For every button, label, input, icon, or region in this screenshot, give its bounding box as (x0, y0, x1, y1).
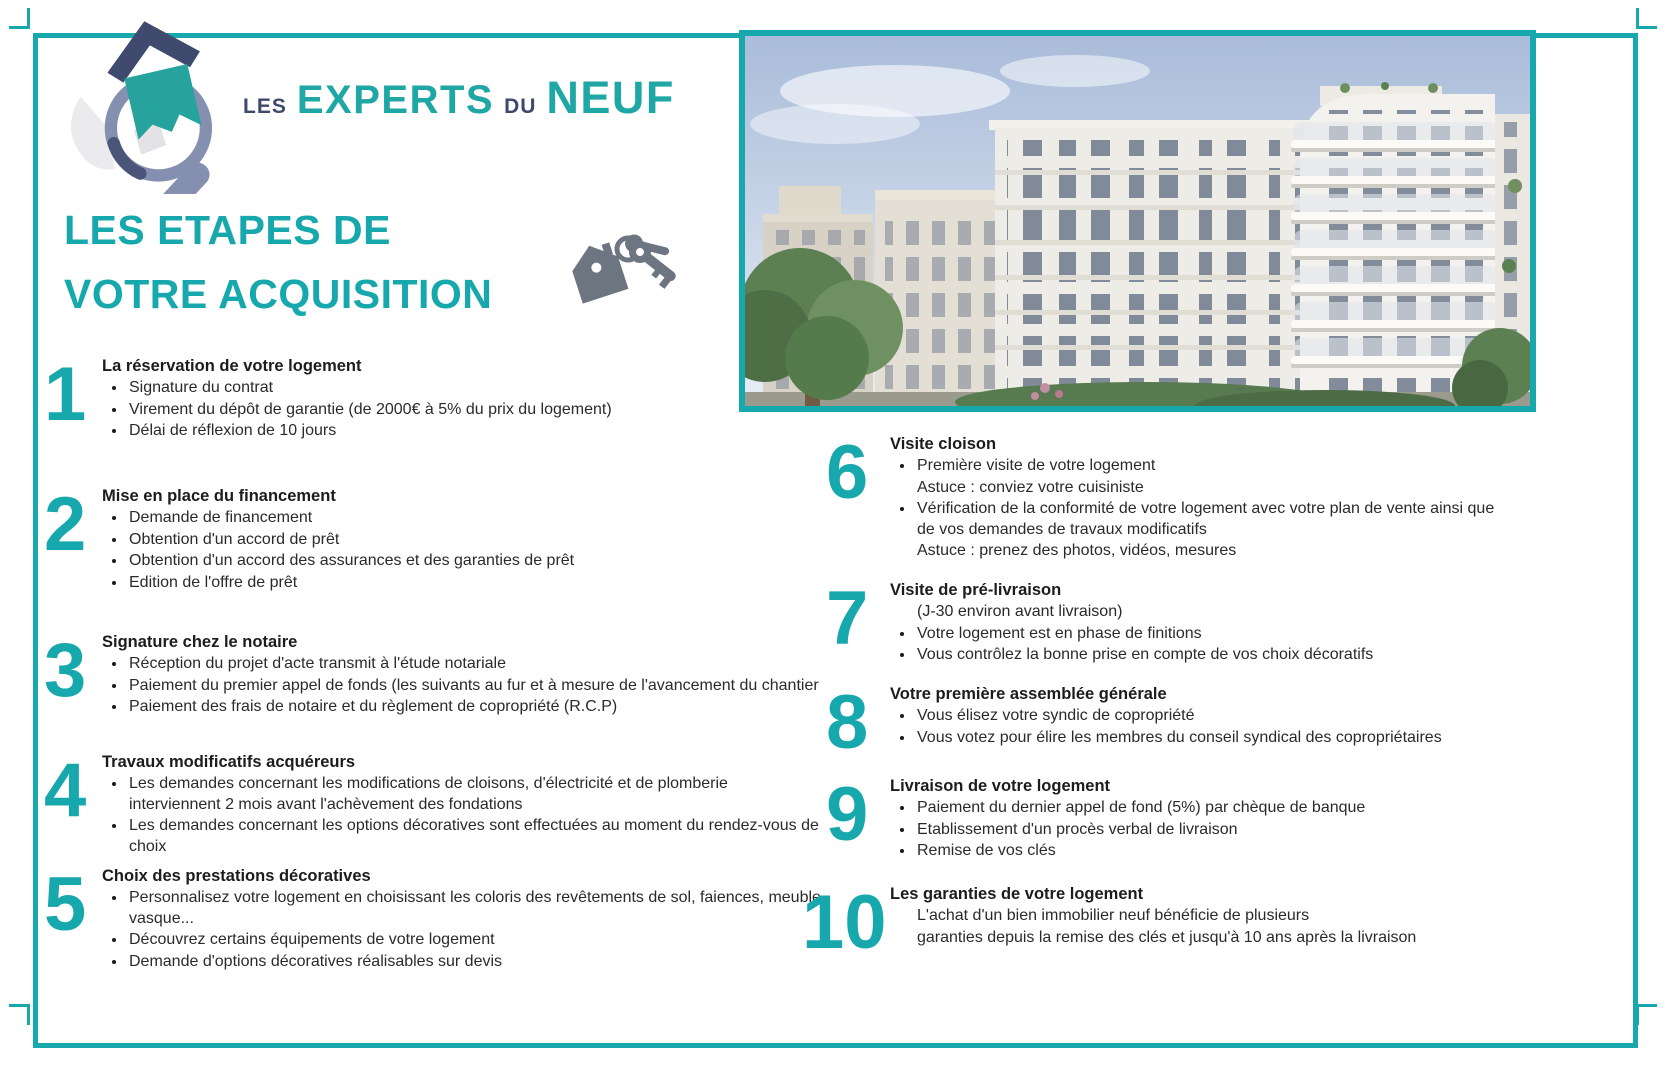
step-title: Mise en place du financement (102, 487, 336, 505)
step-1 (44, 348, 822, 443)
step-6 (826, 426, 1505, 563)
step-title: Visite cloison (890, 435, 997, 453)
step-number: 1 (44, 352, 87, 437)
corner-mark-top-right (1636, 8, 1657, 29)
corner-mark-top-left (9, 8, 30, 29)
step-item: • Remise de vos clés (915, 841, 1505, 862)
step-title: Visite de pré-livraison (890, 581, 1062, 599)
step-title: Livraison de votre logement (890, 777, 1111, 795)
step-number: 4 (44, 748, 87, 833)
step-number: 2 (44, 482, 87, 567)
step-2 (44, 478, 822, 594)
step-number: 8 (826, 680, 869, 765)
page-title-line-2: VOTRE ACQUISITION (64, 271, 493, 317)
step-4 (44, 744, 822, 858)
page-title (64, 198, 492, 326)
step-item: • Demande d'options décoratives réalisables sur devis (127, 952, 822, 973)
step-10 (802, 876, 1505, 965)
step-7 (826, 572, 1505, 667)
step-number: 3 (44, 628, 87, 713)
step-subitem: Astuce : conviez votre cuisiniste (917, 478, 1144, 496)
brand-word-les: LES (243, 95, 287, 118)
house-in-magnifier-icon (52, 4, 242, 194)
page-title-line-1: LES ETAPES DE (64, 207, 391, 253)
step-subitem: (J-30 environ avant livraison) (917, 603, 1123, 620)
step-item: • Demande de financement (127, 508, 822, 529)
step-9 (826, 768, 1505, 863)
corner-mark-bottom-right (1636, 1004, 1657, 1025)
step-number: 6 (826, 430, 869, 515)
step-item: • Vous élisez votre syndic de copropriété (915, 706, 1505, 727)
step-item: • Virement du dépôt de garantie (de 2000€ à 5% du prix du logement) (127, 400, 822, 421)
step-subitem: L'achat d'un bien immobilier neuf bénéficie de plusieurs (917, 907, 1310, 924)
step-3 (44, 624, 822, 719)
step-item: • Réception du projet d'acte transmit à l'étude notariale (127, 654, 822, 675)
step-item: • Paiement des frais de notaire et du règlement de copropriété (R.C.P) (127, 697, 822, 718)
step-5 (44, 858, 822, 973)
step-item: • Etablissement d'un procès verbal de livraison (915, 820, 1505, 841)
corner-mark-bottom-left (9, 1004, 30, 1025)
step-item: • Vérification de la conformité de votre logement avec votre plan de vente ainsi que de vos demandes de travaux modificatifs (915, 499, 1505, 540)
step-item: • Vous contrôlez la bonne prise en compte de vos choix décoratifs (915, 645, 1505, 666)
house-keychain-keys-icon (558, 218, 688, 313)
building-render (745, 36, 1530, 406)
step-number: 10 (802, 880, 887, 965)
step-item: • Edition de l'offre de prêt (127, 573, 822, 594)
step-item: • Première visite de votre logement (915, 456, 1505, 477)
apartment-building-photo (739, 30, 1536, 412)
step-number: 7 (826, 576, 869, 661)
brand-word-du: DU (504, 95, 537, 118)
step-title: Signature chez le notaire (102, 633, 298, 651)
step-number: 9 (826, 772, 869, 857)
step-item: • Signature du contrat (127, 378, 822, 399)
step-item: • Découvrez certains équipements de votre logement (127, 930, 822, 951)
brand-word-neuf: NEUF (546, 72, 675, 123)
step-number: 5 (44, 862, 87, 947)
step-title: Choix des prestations décoratives (102, 867, 371, 885)
step-8 (826, 676, 1505, 765)
step-title: Travaux modificatifs acquéreurs (102, 753, 356, 771)
step-title: Votre première assemblée générale (890, 685, 1167, 703)
step-item: • Obtention d'un accord des assurances et des garanties de prêt (127, 551, 822, 572)
step-subitem: garanties depuis la remise des clés et jusqu'à 10 ans après la livraison (917, 928, 1417, 946)
step-item: • Personnalisez votre logement en choisissant les coloris des revêtements de sol, faiences, meuble vasque... (127, 888, 822, 929)
brand-word-experts: EXPERTS (296, 78, 495, 122)
step-item: • Paiement du dernier appel de fond (5%) par chèque de banque (915, 798, 1505, 819)
step-item: • Vous votez pour élire les membres du conseil syndical des copropriétaires (915, 728, 1505, 749)
step-subitem: Astuce : prenez des photos, vidéos, mesures (917, 542, 1237, 559)
step-item: • Votre logement est en phase de finitions (915, 624, 1505, 645)
brand-wordmark (243, 72, 675, 124)
step-title: Les garanties de votre logement (890, 885, 1144, 903)
step-item: • Obtention d'un accord de prêt (127, 530, 822, 551)
step-item: • Paiement du premier appel de fonds (les suivants au fur et à mesure de l'avancement du chantier (127, 676, 822, 697)
step-item: • Les demandes concernant les options décoratives sont effectuées au moment du rendez-vous de choix (127, 816, 822, 857)
step-item: • Délai de réflexion de 10 jours (127, 421, 822, 442)
step-title: La réservation de votre logement (102, 357, 362, 375)
step-item: • Les demandes concernant les modifications de cloisons, d'électricité et de plomberie interviennent 2 mois avant l'achèvement des fondations (127, 774, 822, 815)
